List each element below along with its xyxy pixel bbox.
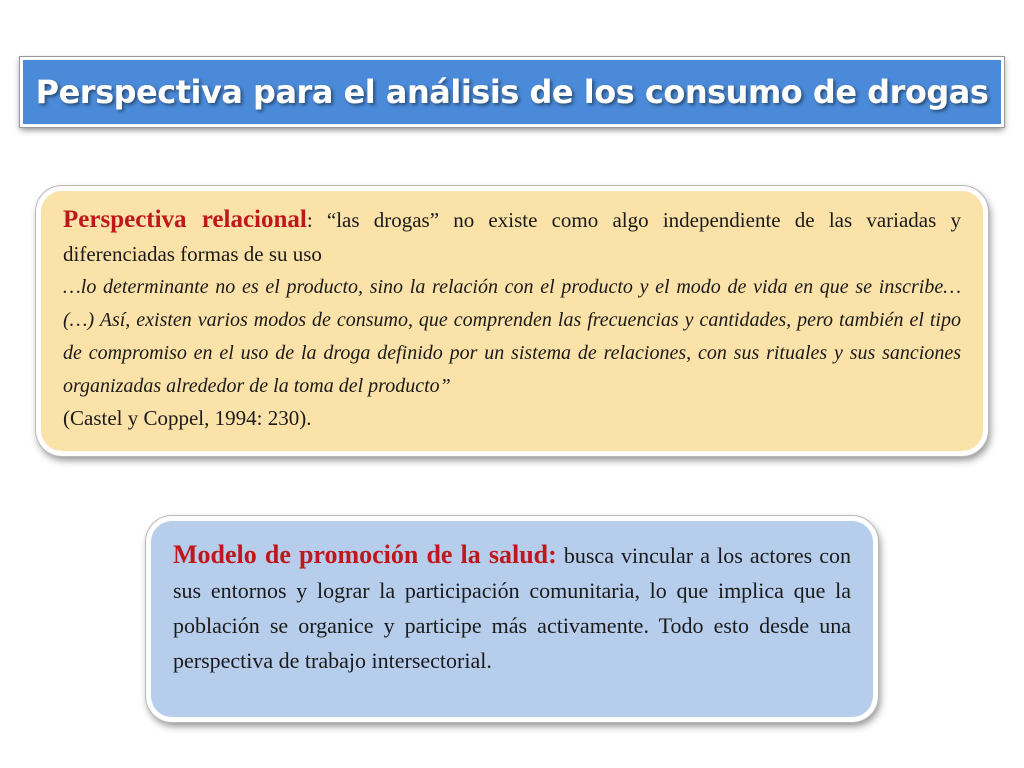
relational-heading: Perspectiva relacional xyxy=(63,206,307,233)
relational-intro-text: “las drogas” no existe como algo independiente de las variadas y diferenciadas formas de su uso xyxy=(63,208,961,266)
health-promotion-heading: Modelo de promoción de la salud: xyxy=(173,540,557,569)
relational-citation: (Castel y Coppel, 1994: 230). xyxy=(63,406,312,430)
relational-colon: : xyxy=(306,208,313,232)
title-banner xyxy=(20,57,1004,127)
slide-title: Perspectiva para el análisis de los consumo de drogas xyxy=(35,73,989,111)
health-promotion-body: busca vincular a los actores con sus entornos y lograr la participación comunitaria, lo que implica que la población se organice y participe más activamente. Todo esto desde una perspectiva de trabajo intersectorial. xyxy=(173,543,851,673)
relational-intro xyxy=(63,203,961,271)
health-promotion-box xyxy=(146,516,878,722)
health-promotion-text xyxy=(173,537,851,678)
relational-quote: …lo determinante no es el producto, sino la relación con el producto y el modo de vida en que se inscribe… (…) Así, existen varios modos de consumo, que comprenden las frecuencias y cantidades, pero también el tipo de compromiso en el uso de la droga definido por un sistema de relaciones, con sus rituales y sus sanciones organizadas alrededor de la toma del producto” xyxy=(63,276,961,397)
relational-perspective-box xyxy=(36,186,988,456)
